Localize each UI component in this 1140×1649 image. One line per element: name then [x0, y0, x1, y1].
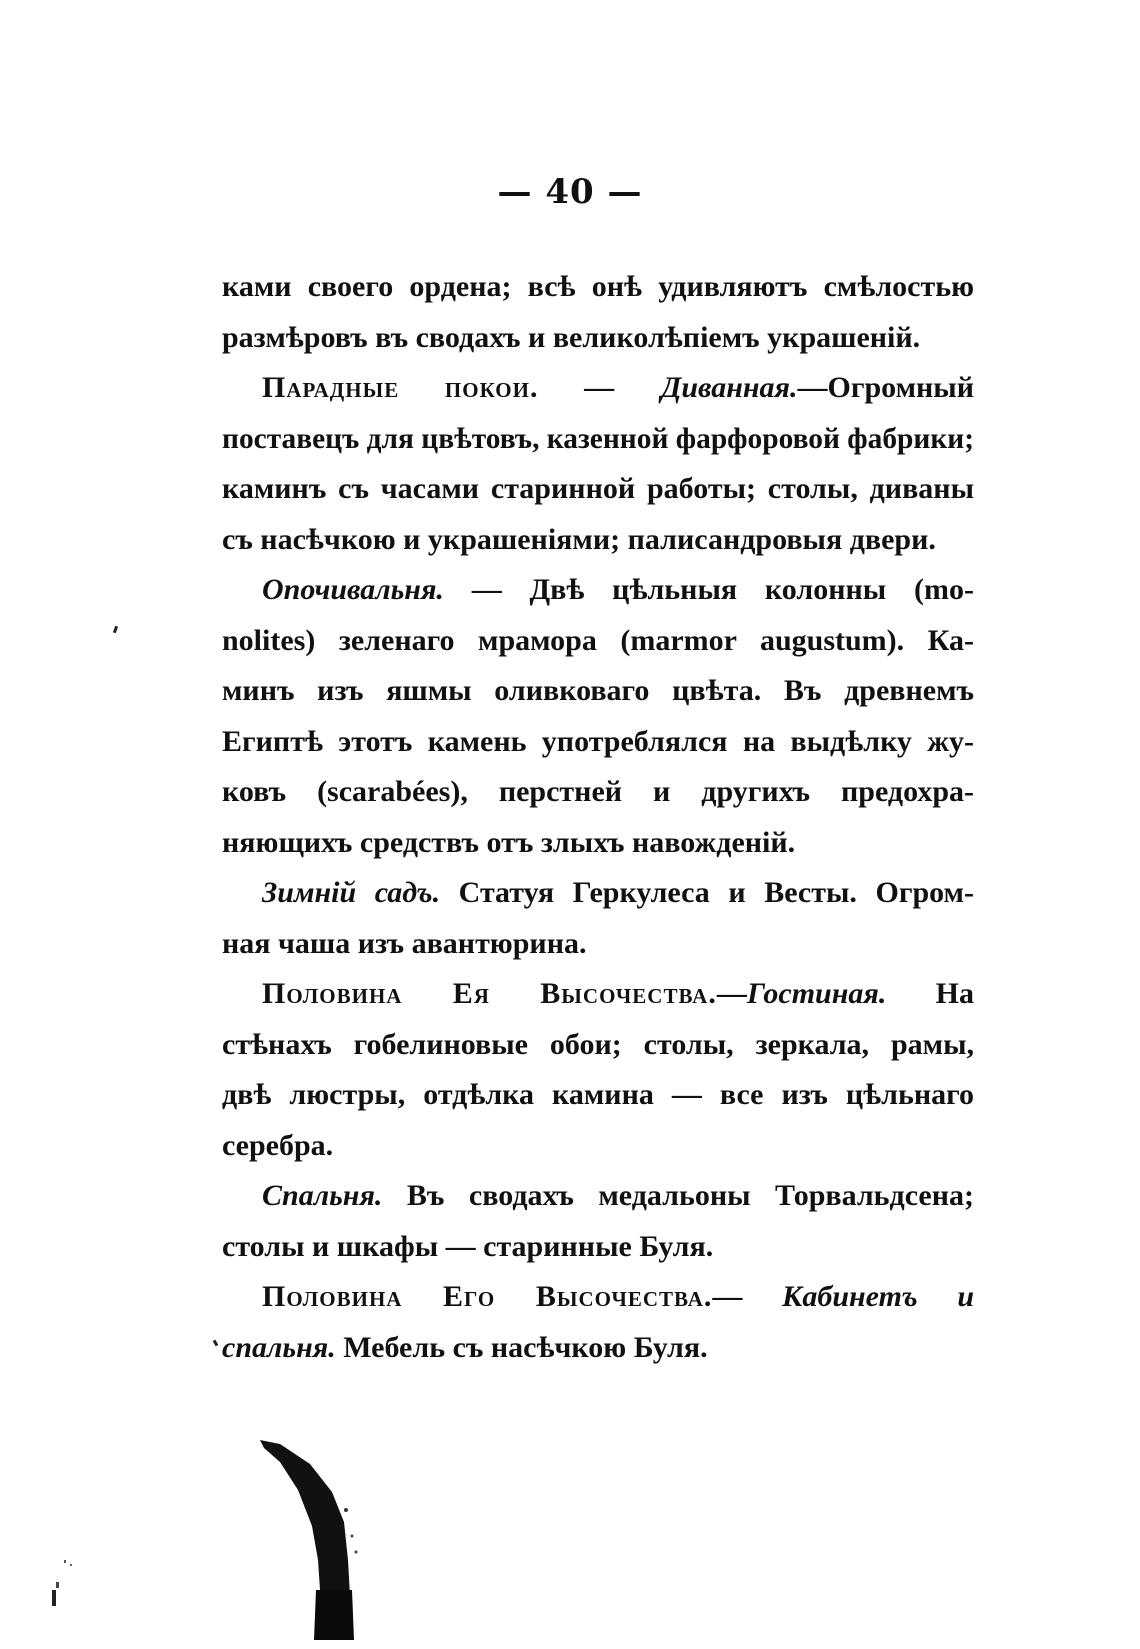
- text-line: [222, 818, 974, 869]
- page-number: — 40 —: [497, 172, 643, 212]
- italic-heading: Кабинетъ и: [782, 1280, 975, 1313]
- text-run: —: [712, 1280, 782, 1313]
- section-heading: Парадные покои. —: [262, 371, 661, 404]
- text-line: [222, 1323, 974, 1374]
- text-line: [222, 515, 974, 566]
- text-run: двѣ люстры, отдѣлка камина — все изъ цѣльнаго: [222, 1078, 974, 1111]
- italic-heading: Спальня.: [262, 1179, 383, 1212]
- text-line: [222, 1272, 974, 1323]
- text-run: ками своего ордена; всѣ онѣ удивляютъ смѣлостью: [222, 270, 974, 303]
- text-line: [222, 313, 974, 364]
- print-speck: [113, 626, 118, 634]
- text-line: [222, 868, 974, 919]
- text-run: каминъ съ часами старинной работы; столы, диваны: [222, 472, 974, 505]
- section-heading: Половина Ея Высочества.: [262, 977, 717, 1010]
- text-line: [222, 262, 974, 313]
- text-run: —: [716, 977, 747, 1010]
- text-line: [222, 969, 974, 1020]
- text-line: [222, 1070, 974, 1121]
- text-run: ная чаша изъ авантюрина.: [222, 926, 587, 960]
- text-run: поставецъ для цвѣтовъ, казенной фарфоровой фабрики;: [222, 421, 975, 455]
- text-line: [222, 919, 974, 970]
- text-run: На: [886, 977, 975, 1010]
- text-line: [222, 1222, 974, 1273]
- text-run: серебра.: [222, 1128, 334, 1162]
- text-line: [222, 1020, 974, 1071]
- text-line: [222, 414, 974, 465]
- italic-heading: Диванная.: [660, 371, 798, 404]
- text-line: [222, 565, 974, 616]
- text-run: Мебель съ насѣчкою Буля.: [335, 1330, 708, 1364]
- text-run: — Двѣ цѣльныя колонны (mo-: [443, 573, 974, 606]
- text-run: стѣнахъ гобелиновые обои; столы, зеркала, рамы,: [222, 1027, 974, 1061]
- text-line: [222, 767, 974, 818]
- print-speck: [213, 1340, 219, 1347]
- text-line: [222, 1121, 974, 1172]
- text-run: Статуя Геркулеса и Весты. Огром-: [440, 876, 974, 909]
- italic-heading: спальня.: [222, 1330, 336, 1364]
- text-line: [222, 1171, 974, 1222]
- text-line: [222, 717, 974, 768]
- text-line: [222, 363, 974, 414]
- text-run: ковъ (scarabées), перстней и другихъ предохра-: [222, 775, 974, 808]
- ink-smudge: [260, 1440, 380, 1640]
- italic-heading: Опочивальня.: [262, 573, 444, 606]
- body-text: [222, 262, 974, 1373]
- text-run: размѣровъ въ сводахъ и великолѣпіемъ украшеній.: [222, 320, 921, 354]
- italic-heading: Зимній садъ.: [262, 876, 441, 909]
- text-run: Въ сводахъ медальоны Торвальдсена;: [382, 1179, 974, 1212]
- text-line: [222, 616, 974, 667]
- text-run: минъ изъ яшмы оливковаго цвѣта. Въ древнемъ: [222, 674, 974, 707]
- print-specks: [50, 1560, 90, 1640]
- text-run: —Огромный: [797, 371, 974, 404]
- text-run: столы и шкафы — старинные Буля.: [222, 1229, 714, 1263]
- text-run: няющихъ средствъ отъ злыхъ навожденій.: [222, 825, 796, 859]
- text-run: nolites) зеленаго мрамора (marmor augustum). Ка-: [222, 623, 974, 657]
- text-run: съ насѣчкою и украшеніями; палисандровыя двери.: [222, 522, 936, 556]
- section-heading: Половина Его Высочества.: [262, 1280, 713, 1313]
- text-run: Египтѣ этотъ камень употреблялся на выдѣлку жу-: [222, 724, 974, 758]
- text-line: [222, 464, 974, 515]
- text-line: [222, 666, 974, 717]
- italic-heading: Гостиная.: [746, 977, 887, 1010]
